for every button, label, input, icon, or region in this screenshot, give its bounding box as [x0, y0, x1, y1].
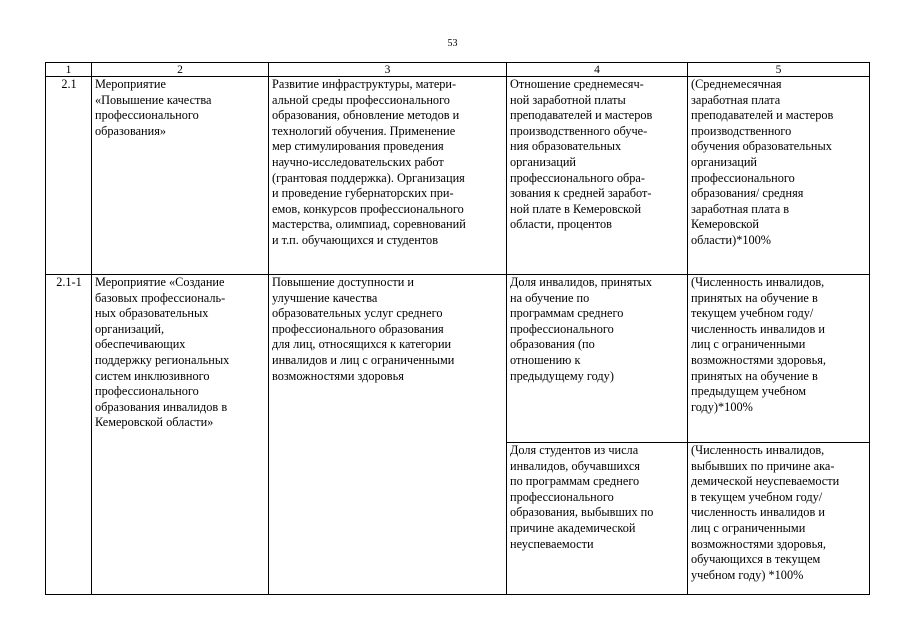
text-line: образования/ средняя [691, 186, 804, 201]
indicator-name-cell [507, 443, 688, 595]
table-row [46, 77, 870, 275]
indicator-formula-cell [688, 275, 870, 443]
text-line: заработная плата в [691, 201, 790, 216]
text-line: профессионального [510, 321, 614, 336]
header-row [46, 63, 870, 77]
text-line: (Численность инвалидов, [691, 275, 825, 289]
text-line: базовых профессиональ- [95, 290, 226, 305]
text-line: Кемеровской [691, 217, 759, 232]
text-line: емов, конкурсов профессионального [272, 201, 464, 216]
text-line: образования (по [510, 337, 595, 352]
text-line: обучения образовательных [691, 139, 832, 154]
text-line: производственного обуче- [510, 123, 648, 138]
indicator-formula-cell [688, 443, 870, 595]
text-line: преподавателей и мастеров [691, 108, 834, 123]
text-line: Мероприятие «Создание [95, 275, 225, 289]
text-line: на обучение по [510, 290, 590, 305]
text-line: профессионального [691, 170, 795, 185]
text-line: научно-исследовательских работ [272, 154, 444, 169]
text-line: в текущем учебном году/ [691, 489, 823, 504]
event-description-cell [269, 275, 507, 595]
text-line: зования к средней заработ- [510, 186, 652, 201]
text-line: профессионального [95, 384, 199, 399]
event-name-cell [92, 77, 269, 275]
text-line: программам среднего [510, 306, 624, 321]
row-number: 2.1 [46, 77, 92, 275]
text-line: численность инвалидов и [691, 505, 825, 520]
text-line: предыдущему году) [510, 368, 614, 383]
text-line: (Среднемесячная [691, 77, 782, 91]
text-line: принятых на обучение в [691, 368, 818, 383]
text-line: учебном году) *100% [691, 567, 804, 582]
text-line: «Повышение качества [95, 92, 212, 107]
text-line: выбывших по причине ака- [691, 458, 835, 473]
text-line: лиц с ограниченными [691, 337, 806, 352]
text-line: образования, выбывших по [510, 505, 654, 520]
text-line: предыдущем учебном [691, 384, 807, 399]
text-line: технологий обучения. Применение [272, 123, 456, 138]
text-line: и т.п. обучающихся и студентов [272, 232, 439, 247]
text-line: профессионального [95, 108, 199, 123]
text-line: обеспечивающих [95, 337, 186, 352]
header-cell-5: 5 [688, 63, 870, 77]
text-line: причине академической [510, 520, 636, 535]
text-line: организаций [510, 154, 577, 169]
event-name-cell [92, 275, 269, 595]
text-line: инвалидов, обучавшихся [510, 458, 640, 473]
header-cell-2: 2 [92, 63, 269, 77]
page-number: 53 [447, 38, 458, 49]
text-line: организаций [691, 154, 758, 169]
text-line: ния образовательных [510, 139, 622, 154]
text-line: по программам среднего [510, 474, 640, 489]
text-line: образования, обновление методов и [272, 108, 460, 123]
text-line: образовательных услуг среднего [272, 306, 443, 321]
text-line: обучающихся в текущем [691, 552, 821, 567]
text-line: образования» [95, 123, 167, 138]
row-number: 2.1-1 [46, 275, 92, 595]
text-line: ных образовательных [95, 306, 209, 321]
text-line: Кемеровской области» [95, 415, 214, 430]
text-line: лиц с ограниченными [691, 520, 806, 535]
text-line: для лиц, относящихся к категории [272, 337, 452, 352]
header-cell-4: 4 [507, 63, 688, 77]
text-line: области, процентов [510, 217, 612, 232]
indicator-formula-cell [688, 77, 870, 275]
text-line: образования инвалидов в [95, 399, 228, 414]
text-line: ной заработной платы [510, 92, 626, 107]
text-line: Повышение доступности и [272, 275, 414, 289]
text-line: текущем учебном году/ [691, 306, 814, 321]
text-line: численность инвалидов и [691, 321, 825, 336]
text-line: (Численность инвалидов, [691, 443, 825, 457]
text-line: (грантовая поддержка). Организация [272, 170, 465, 185]
text-line: Мероприятие [95, 77, 166, 91]
text-line: Отношение среднемесяч- [510, 77, 644, 91]
text-line: возможностями здоровья, [691, 352, 826, 367]
text-line: и проведение губернаторских при- [272, 186, 454, 201]
text-line: профессионального образования [272, 321, 444, 336]
text-line: возможностями здоровья [272, 368, 404, 383]
text-line: отношению к [510, 352, 581, 367]
indicators-table [45, 62, 870, 595]
text-line: ной плате в Кемеровской [510, 201, 642, 216]
text-line: Развитие инфраструктуры, матери- [272, 77, 457, 91]
text-line: производственного [691, 123, 792, 138]
text-line: Доля инвалидов, принятых [510, 275, 653, 289]
text-line: систем инклюзивного [95, 368, 210, 383]
text-line: году)*100% [691, 399, 753, 414]
text-line: инвалидов и лиц с ограниченными [272, 352, 455, 367]
indicator-name-cell [507, 275, 688, 443]
text-line: поддержку региональных [95, 352, 230, 367]
text-line: принятых на обучение в [691, 290, 818, 305]
text-line: мер стимулирования проведения [272, 139, 444, 154]
header-cell-1: 1 [46, 63, 92, 77]
text-line: преподавателей и мастеров [510, 108, 653, 123]
indicator-name-cell [507, 77, 688, 275]
text-line: профессионального [510, 489, 614, 504]
text-line: демической неуспеваемости [691, 474, 840, 489]
text-line: мастерства, олимпиад, соревнований [272, 217, 466, 232]
text-line: заработная плата [691, 92, 781, 107]
header-cell-3: 3 [269, 63, 507, 77]
text-line: альной среды профессионального [272, 92, 450, 107]
table-row [46, 275, 870, 443]
text-line: возможностями здоровья, [691, 536, 826, 551]
text-line: улучшение качества [272, 290, 378, 305]
text-line: Доля студентов из числа [510, 443, 639, 457]
text-line: неуспеваемости [510, 536, 594, 551]
text-line: профессионального обра- [510, 170, 645, 185]
event-description-cell [269, 77, 507, 275]
text-line: организаций, [95, 321, 165, 336]
text-line: области)*100% [691, 232, 772, 247]
